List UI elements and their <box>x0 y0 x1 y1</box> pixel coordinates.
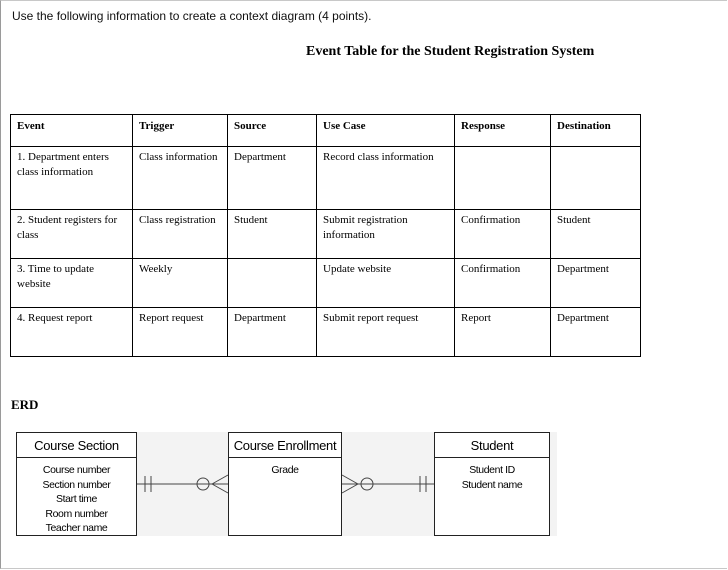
instructions-text: Use the following information to create a context diagram (4 points). <box>12 9 372 23</box>
cell-trigger: Weekly <box>133 259 228 308</box>
header-response: Response <box>455 115 551 147</box>
cell-event: 2. Student registers for class <box>11 210 133 259</box>
cell-trigger: Report request <box>133 308 228 357</box>
header-use-case: Use Case <box>317 115 455 147</box>
cell-use-case: Record class information <box>317 147 455 210</box>
cell-destination: Department <box>551 308 641 357</box>
cell-destination: Student <box>551 210 641 259</box>
header-trigger: Trigger <box>133 115 228 147</box>
erd-label: ERD <box>11 397 39 412</box>
attribute: Section number <box>42 478 111 491</box>
cell-event: 4. Request report <box>11 308 133 357</box>
header-event: Event <box>11 115 133 147</box>
entity-course-section <box>16 432 137 536</box>
cell-response: Confirmation <box>455 259 551 308</box>
cell-response: Report <box>455 308 551 357</box>
attribute: Student ID <box>469 464 515 476</box>
cell-source: Department <box>228 147 317 210</box>
cell-source: Student <box>228 210 317 259</box>
cell-destination: Department <box>551 259 641 308</box>
entity-name: Student <box>435 433 549 458</box>
entity-course-enrollment <box>228 432 342 536</box>
cell-trigger: Class information <box>133 147 228 210</box>
relationship-enrollment-student <box>342 475 434 493</box>
header-destination: Destination <box>551 115 641 147</box>
entity-student <box>434 432 550 536</box>
attribute: Teacher name <box>45 522 108 534</box>
cell-use-case: Submit report request <box>317 308 455 357</box>
attribute: Student name <box>461 478 523 491</box>
attribute: Room number <box>45 507 108 520</box>
cell-trigger: Class registration <box>133 210 228 259</box>
attribute: Course number <box>42 464 111 476</box>
cell-event: 3. Time to update website <box>11 259 133 308</box>
relationship-section-enrollment <box>137 475 228 493</box>
cell-response: Confirmation <box>455 210 551 259</box>
cell-use-case: Submit registration information <box>317 210 455 259</box>
cell-use-case: Update website <box>317 259 455 308</box>
cell-event: 1. Department enters class information <box>11 147 133 210</box>
entity-name: Course Enrollment <box>229 433 341 458</box>
attribute: Start time <box>56 493 97 505</box>
header-source: Source <box>228 115 317 147</box>
entity-name: Course Section <box>17 433 136 458</box>
event-table-title: Event Table for the Student Registration System <box>306 44 595 59</box>
cell-source: Department <box>228 308 317 357</box>
attribute: Grade <box>271 464 299 476</box>
